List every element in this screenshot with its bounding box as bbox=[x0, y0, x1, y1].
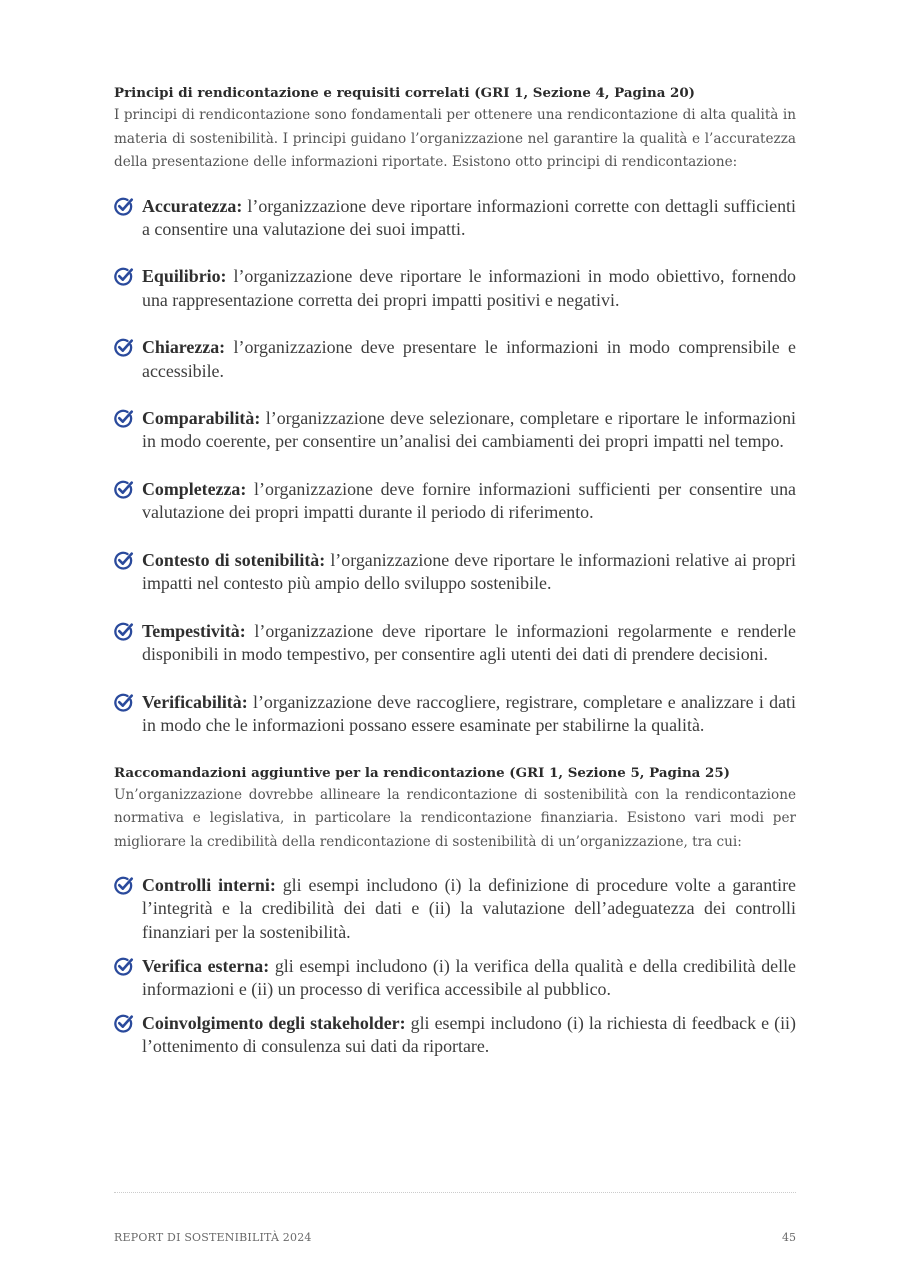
check-circle-icon bbox=[113, 266, 134, 287]
item-description: l’organizzazione deve riportare informazioni corrette con dettagli sufficienti a consentire una valutazione dei suoi impatti. bbox=[142, 195, 796, 239]
recommendation-item bbox=[114, 1012, 796, 1058]
page-number: 45 bbox=[782, 1231, 796, 1244]
section-intro-recommendations: Un’organizzazione dovrebbe allineare la rendicontazione di sostenibilità con la rendicontazione normativa e legislativa, in particolare la rendicontazione finanziaria. Esistono vari modi per migliorare la credibilità della rendicontazione di sostenibilità di un’organizzazione, tra cui: bbox=[114, 786, 796, 850]
footer-report-title: REPORT DI SOSTENIBILITÀ 2024 bbox=[114, 1231, 312, 1244]
principle-item bbox=[114, 478, 796, 524]
principle-item bbox=[114, 407, 796, 453]
item-term: Verifica esterna: bbox=[142, 955, 270, 976]
section-intro-principles: I principi di rendicontazione sono fondamentali per ottenere una rendicontazione di alta qualità in materia di sostenibilità. I principi guidano l’organizzazione nel garantire la qualità e l’accuratezza della presentazione delle informazioni riportate. Esistono otto principi di rendicontazione: bbox=[114, 107, 796, 170]
item-description: l’organizzazione deve riportare le informazioni in modo obiettivo, fornendo una rappresentazione corretta dei propri impatti positivi e negativi. bbox=[142, 266, 796, 310]
item-description: l’organizzazione deve raccogliere, registrare, completare e analizzare i dati in modo che le informazioni possano essere esaminate per stabilirne la qualità. bbox=[142, 691, 796, 736]
recommendation-item bbox=[114, 955, 796, 1001]
check-circle-icon bbox=[113, 1013, 134, 1034]
item-term: Completezza: bbox=[142, 479, 247, 500]
recommendations-list bbox=[114, 874, 796, 1058]
item-term: Accuratezza: bbox=[142, 195, 243, 216]
item-term: Controlli interni: bbox=[142, 875, 276, 896]
check-circle-icon bbox=[113, 408, 134, 429]
principle-item bbox=[114, 195, 796, 241]
item-description: l’organizzazione deve riportare le informazioni regolarmente e renderle disponibili in modo tempestivo, per consentire agli utenti dei dati di prendere decisioni. bbox=[142, 620, 796, 665]
check-circle-icon bbox=[113, 692, 134, 713]
check-circle-icon bbox=[113, 550, 134, 571]
item-term: Chiarezza: bbox=[142, 337, 226, 358]
item-description: gli esempi includono (i) la verifica della qualità e della credibilità delle informazioni e (ii) un processo di verifica accessibile al pubblico. bbox=[142, 955, 796, 1000]
section-title-recommendations: Raccomandazioni aggiuntive per la rendicontazione (GRI 1, Sezione 5, Pagina 25) bbox=[114, 764, 730, 781]
check-circle-icon bbox=[113, 956, 134, 977]
check-circle-icon bbox=[113, 621, 134, 642]
principle-item bbox=[114, 336, 796, 382]
item-description: gli esempi includono (i) la richiesta di feedback e (ii) l’ottenimento di consulenza sui dati da riportare. bbox=[142, 1013, 796, 1057]
check-circle-icon bbox=[113, 875, 134, 896]
item-description: l’organizzazione deve fornire informazioni sufficienti per consentire una valutazione dei propri impatti durante il periodo di riferimento. bbox=[142, 479, 796, 523]
principle-item bbox=[114, 620, 796, 666]
principle-item bbox=[114, 265, 796, 311]
page-content bbox=[114, 82, 796, 1070]
item-term: Equilibrio: bbox=[142, 266, 227, 287]
check-circle-icon bbox=[113, 196, 134, 217]
principle-item bbox=[114, 549, 796, 595]
item-description: l’organizzazione deve presentare le informazioni in modo comprensibile e accessibile. bbox=[142, 337, 796, 381]
item-description: l’organizzazione deve riportare le informazioni relative ai propri impatti nel contesto più ampio dello sviluppo sostenibile. bbox=[142, 550, 796, 594]
item-term: Coinvolgimento degli stakeholder: bbox=[142, 1013, 406, 1034]
item-term: Tempestività: bbox=[142, 620, 246, 641]
item-term: Verificabilità: bbox=[142, 691, 248, 712]
item-description: l’organizzazione deve selezionare, completare e riportare le informazioni in modo coerente, per consentire un’analisi dei cambiamenti dei propri impatti nel tempo. bbox=[142, 408, 796, 452]
item-term: Comparabilità: bbox=[142, 408, 261, 429]
check-circle-icon bbox=[113, 337, 134, 358]
item-description: gli esempi includono (i) la definizione di procedure volte a garantire l’integrità e la credibilità dei dati e (ii) la valutazione dell’adeguatezza dei controlli finanziari per la sostenibilità. bbox=[142, 875, 796, 942]
footer-divider bbox=[114, 1192, 796, 1193]
item-term: Contesto di sotenibilità: bbox=[142, 550, 326, 571]
principles-list bbox=[114, 195, 796, 738]
section-title-principles: Principi di rendicontazione e requisiti correlati (GRI 1, Sezione 4, Pagina 20) bbox=[114, 85, 696, 101]
check-circle-icon bbox=[113, 479, 134, 500]
recommendation-item bbox=[114, 874, 796, 944]
principle-item bbox=[114, 691, 796, 737]
